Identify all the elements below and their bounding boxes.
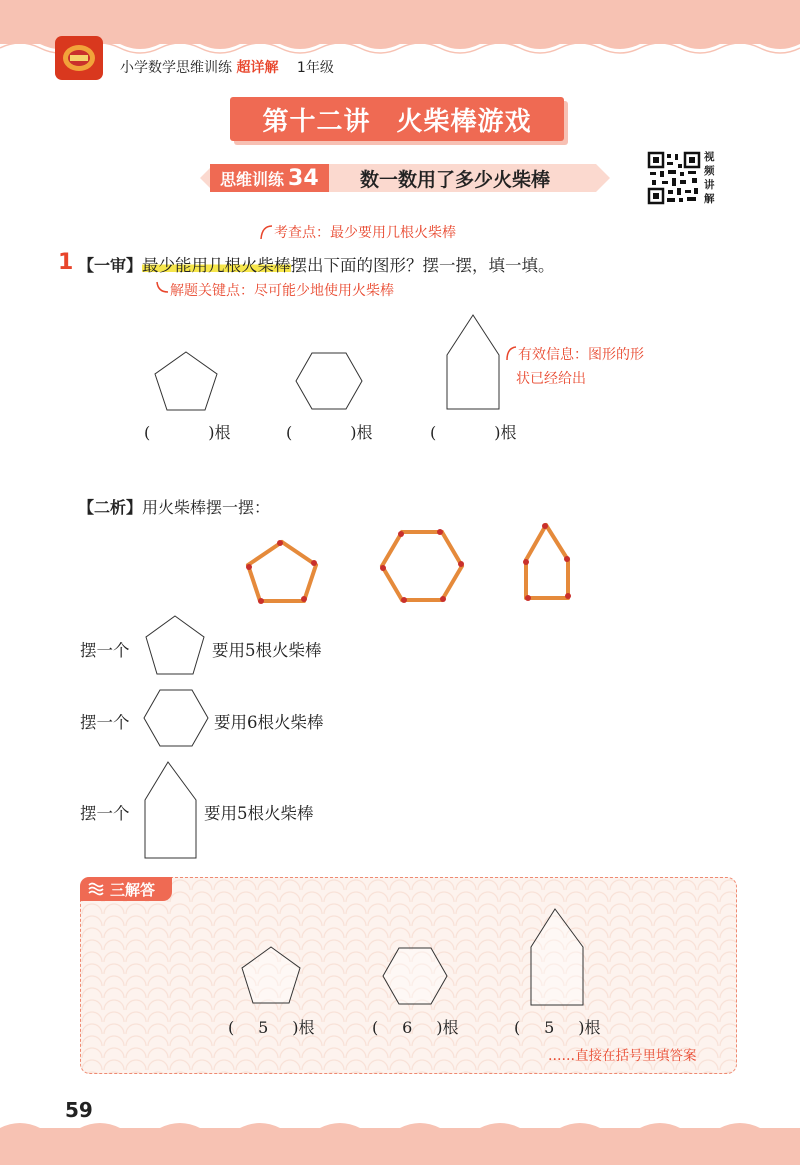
grade-label: 1年级 (296, 60, 334, 76)
qr-label-char: 讲 (704, 179, 715, 191)
analysis-text: 用火柴棒摆一摆： (142, 498, 271, 517)
matchstick-house (518, 520, 574, 604)
row3-house (142, 760, 200, 860)
answer-house (528, 907, 586, 1007)
hexagon-figure (294, 350, 364, 412)
qr-code[interactable] (648, 152, 700, 204)
question-number: 1 (58, 250, 74, 275)
lecture-title-banner (230, 97, 564, 141)
blank-house[interactable]: ( )根 (430, 423, 517, 442)
training-label: 思维训练 (220, 169, 285, 189)
row1-prefix: 摆一个 (80, 641, 130, 660)
row1-suffix: 要用5根火柴棒 (212, 641, 322, 660)
note-test-point (258, 222, 456, 242)
matchstick-pentagon (240, 535, 324, 607)
note-key-point (154, 280, 394, 300)
step2-tag: 【二析】 (78, 498, 143, 517)
bracket-icon (154, 282, 170, 296)
qr-label-char: 解 (704, 193, 715, 205)
question-rest: 摆出下面的图形？摆一摆，填一填。 (290, 256, 555, 275)
blank-pentagon[interactable]: ( )根 (144, 423, 231, 442)
note-key-point-text: 解题关键点：尽可能少地使用火柴棒 (170, 283, 394, 299)
bracket-icon (258, 223, 274, 241)
series-main: 小学数学思维训练 (120, 60, 232, 76)
note-valid-info-line1: 有效信息：图形的形 (518, 347, 644, 363)
qr-label-char: 视 (704, 151, 715, 163)
series-title (120, 57, 334, 77)
answer-blank-hexagon[interactable]: ( 6 )根 (372, 1018, 459, 1037)
row2-hexagon (142, 688, 210, 748)
pentagon-figure (150, 348, 222, 414)
note-test-point-text: 考查点：最少要用几根火柴棒 (274, 225, 456, 241)
step1-tag: 【一审】 (78, 256, 143, 275)
row2-suffix: 要用6根火柴棒 (214, 713, 324, 732)
answer-blank-pentagon[interactable]: ( 5 )根 (228, 1018, 315, 1037)
answer-pentagon (238, 944, 304, 1006)
lecture-title: 火柴棒游戏 (396, 106, 532, 137)
answer-note: ……直接在括号里填答案 (548, 1048, 697, 1064)
answer-tag (80, 877, 172, 901)
row1-pentagon (142, 612, 208, 678)
question-text (142, 252, 555, 276)
lecture-number: 第十二讲 (262, 106, 371, 137)
qr-label-char: 频 (704, 165, 715, 177)
matchstick-hexagon (378, 528, 466, 604)
answer-tag-label: 三解答 (110, 880, 156, 899)
training-title: 数一数用了多少火柴棒 (360, 169, 551, 191)
bottom-wave-decoration (0, 1112, 800, 1138)
answer-blank-house[interactable]: ( 5 )根 (514, 1018, 601, 1037)
page-number: 59 (65, 1098, 93, 1122)
training-tag (210, 164, 329, 192)
series-highlight: 超详解 (236, 60, 279, 76)
note-valid-info-line2: 状已经给出 (516, 371, 586, 387)
analysis-line (78, 495, 270, 518)
bracket-icon (504, 344, 518, 362)
row3-prefix: 摆一个 (80, 804, 130, 823)
row2-prefix: 摆一个 (80, 713, 130, 732)
house-figure (444, 313, 502, 411)
note-valid-info (504, 343, 644, 391)
qr-label (704, 150, 718, 206)
blank-hexagon[interactable]: ( )根 (286, 423, 373, 442)
question-highlight: 最少能用几根火柴棒 (142, 256, 291, 275)
wave-icon (88, 882, 104, 896)
row3-suffix: 要用5根火柴棒 (204, 804, 314, 823)
training-number: 34 (288, 165, 319, 191)
series-logo (55, 36, 103, 80)
answer-hexagon (381, 946, 449, 1006)
